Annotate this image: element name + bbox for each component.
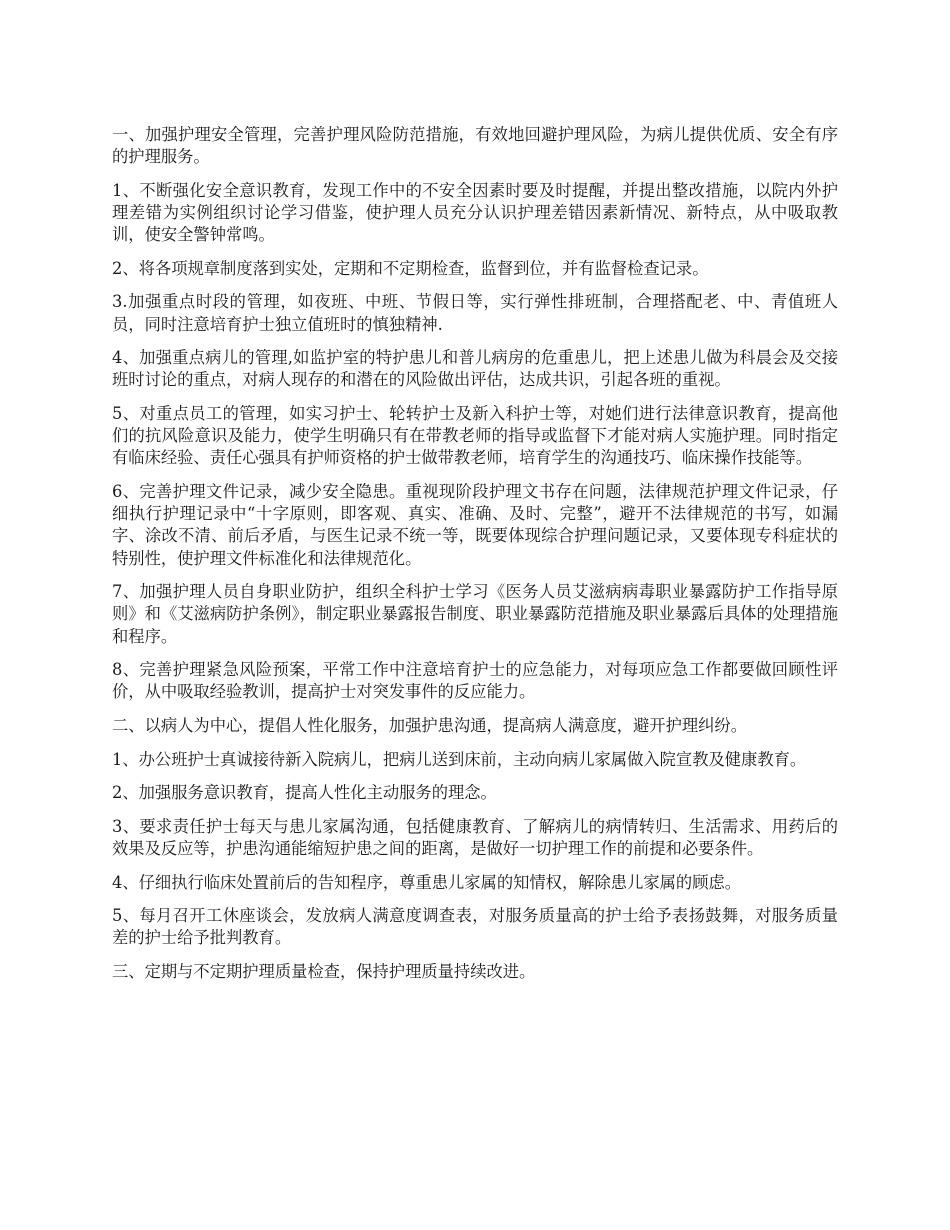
paragraph-item: 5、对重点员工的管理，如实习护士、轮转护士及新入科护士等，对她们进行法律意识教育，提高他们的抗风险意识及能力，使学生明确只有在带教老师的指导或监督下才能对病人实施护理。同时指定有临床经验、责任心强具有护师资格的护士做带教老师，培育学生的沟通技巧、临床操作技能等。 [112,403,838,468]
paragraph-item: 4、加强重点病儿的管理,如监护室的特护患儿和普儿病房的危重患儿，把上述患儿做为科晨会及交接班时讨论的重点，对病人现存的和潜在的风险做出评估，达成共识，引起各班的重视。 [112,348,838,390]
paragraph-item: 2、加强服务意识教育，提高人性化主动服务的理念。 [112,783,497,803]
document-body [112,124,838,995]
paragraph-item: 3.加强重点时段的管理，如夜班、中班、节假日等，实行弹性排班制，合理搭配老、中、青值班人员，同时注意培育护士独立值班时的慎独精神. [112,292,838,334]
paragraph-item: 7、加强护理人员自身职业防护，组织全科护士学习《医务人员艾滋病病毒职业暴露防护工作指导原则》和《艾滋病防护条例》，制定职业暴露报告制度、职业暴露防范措施及职业暴露后具体的处理措施和程序。 [112,582,838,646]
paragraph-item: 1、办公班护士真诚接待新入院病儿，把病儿送到床前，主动向病儿家属做入院宣教及健康教育。 [112,749,807,769]
paragraph-item: 8、完善护理紧急风险预案，平常工作中注意培育护士的应急能力，对每项应急工作都要做回顾性评价，从中吸取经验教训，提高护士对突发事件的反应能力。 [112,660,838,702]
paragraph-item: 1、不断强化安全意识教育，发现工作中的不安全因素时要及时提醒，并提出整改措施，以院内外护理差错为实例组织讨论学习借鉴，使护理人员充分认识护理差错因素新情况、新特点，从中吸取教训，使安全警钟常鸣。 [112,180,838,245]
section-heading-1: 一、加强护理安全管理，完善护理风险防范措施，有效地回避护理风险，为病儿提供优质、安全有序的护理服务。 [112,125,838,167]
paragraph-item: 5、每月召开工休座谈会，发放病人满意度调查表，对服务质量高的护士给予表扬鼓舞，对服务质量差的护士给予批判教育。 [112,906,838,948]
paragraph-item: 3、要求责任护士每天与患儿家属沟通，包括健康教育、了解病儿的病情转归、生活需求、用药后的效果及反应等，护患沟通能缩短护患之间的距离，是做好一切护理工作的前提和必要条件。 [112,816,838,858]
paragraph-item: 6、完善护理文件记录，减少安全隐患。重视现阶段护理文书存在问题，法律规范护理文件记录，仔细执行护理记录中“十字原则，即客观、真实、准确、及时、完整”，避开不法律规范的书写，如漏字、涂改不清、前后矛盾，与医生记录不统一等，既要体现综合护理问题记录，又要体现专科症状的特别性，使护理文件标准化和法律规范化。 [112,481,838,568]
section-heading-2: 二、以病人为中心，提倡人性化服务，加强护患沟通，提高病人满意度，避开护理纠纷。 [112,715,747,735]
paragraph-item: 2、将各项规章制度落到实处，定期和不定期检查，监督到位，并有监督检查记录。 [112,258,709,278]
section-heading-3: 三、定期与不定期护理质量检查，保持护理质量持续改进。 [112,961,536,981]
paragraph-item: 4、仔细执行临床处置前后的告知程序，尊重患儿家属的知情权，解除患儿家属的顾虑。 [112,872,742,892]
